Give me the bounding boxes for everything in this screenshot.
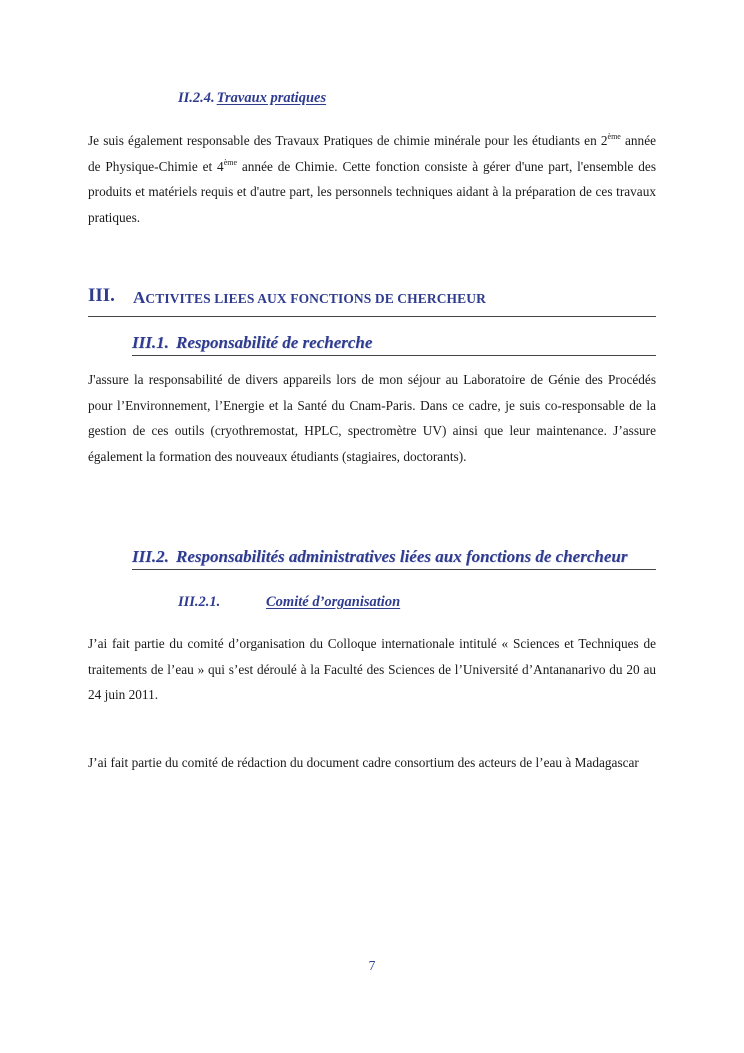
page-number: 7: [368, 958, 376, 973]
heading-section-3-1: [132, 333, 656, 356]
heading-number: III.1.: [132, 333, 169, 352]
heading-number: II.2.4.: [178, 90, 215, 106]
superscript: ème: [607, 132, 621, 141]
text-run: année de Physique-Chimie et 4: [88, 133, 657, 174]
heading-section-3: [88, 284, 656, 317]
heading-title: Comité d’organisation: [266, 594, 401, 610]
heading-number: III.: [88, 285, 115, 306]
heading-section-3-2: [132, 547, 656, 570]
heading-number: III.2.: [132, 547, 169, 566]
heading-number: III.2.1.: [178, 594, 221, 610]
superscript: ème: [223, 157, 238, 167]
paragraph-responsabilite-recherche: J'assure la responsabilité de divers appareils lors de mon séjour au Laboratoire de Génie des Procédés pour l’Environnement, l’Energie et la Santé du Cnam-Paris. Dans ce cadre, je suis co-responsable de la gestion de ces outils (cryothremostat, HPLC, spectromètre UV) ainsi que leur maintenance. J’assure également la formation des nouveaux étudiants (stagiaires, doctorants).: [88, 372, 656, 464]
heading-comite-organisation: [178, 594, 478, 611]
heading-travaux-pratiques: [178, 90, 326, 107]
heading-title-rest: CTIVITES LIEES AUX FONCTIONS DE CHERCHEUR: [145, 291, 486, 306]
heading-title: Responsabilité de recherche: [176, 333, 373, 352]
heading-title: Responsabilités administratives liées aux fonctions de chercheur: [176, 547, 628, 566]
text-run: année de Chimie. Cette fonction consiste à gérer d'une part, l'ensemble des produits et matériels requis et d'autre part, les personnels techniques aidant à la préparation de ces travaux pratiques.: [88, 158, 657, 225]
paragraph-colloque: J’ai fait partie du comité d’organisation du Colloque internationale intitulé « Sciences et Techniques de traitements de l’eau » qui s’est déroulé à la Faculté des Sciences de l’Université d’Antananarivo du 20 au 24 juin 2011.: [88, 636, 656, 702]
text-run: Je suis également responsable des Travaux Pratiques de chimie minérale pour les étudiants en 2: [88, 133, 608, 148]
paragraph-comite-redaction: J’ai fait partie du comité de rédaction du document cadre consortium des acteurs de l’eau à Madagascar: [88, 755, 639, 770]
paragraph-travaux-pratiques: [88, 128, 656, 230]
heading-title: Travaux pratiques: [216, 90, 327, 106]
heading-title: [133, 288, 486, 308]
heading-title-initial: A: [133, 288, 146, 307]
